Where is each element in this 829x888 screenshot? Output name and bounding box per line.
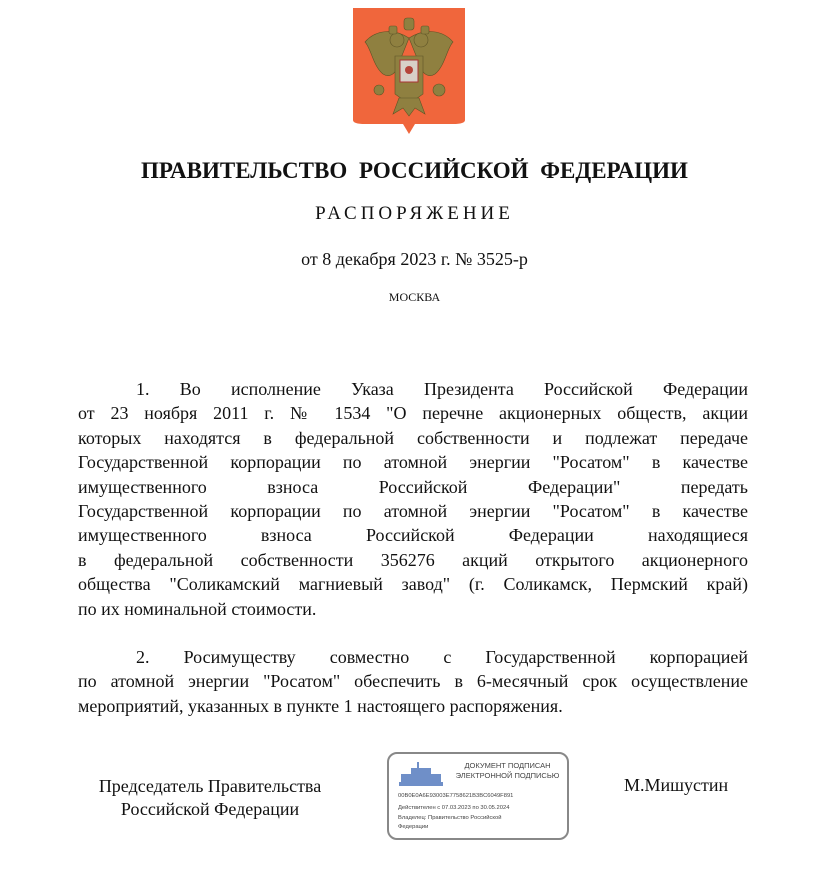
text-line: мероприятий, указанных в пункте 1 настоящего распоряжения. [78, 695, 563, 716]
government-building-icon [399, 762, 443, 786]
text-line: имущественного взноса Российской Федерации находящиеся [78, 525, 748, 546]
document-city: МОСКВА [388, 290, 441, 304]
text-line: 1. Во исполнение Указа Президента Российской Федерации [136, 379, 748, 399]
paragraph-2 [78, 645, 748, 718]
signatory-name: М.Мишустин [624, 775, 729, 795]
position-line: Российской Федерации [120, 799, 300, 819]
text-line: 2. Росимуществу совместно с Государственной корпорацией [136, 647, 748, 667]
stamp-heading [455, 761, 560, 781]
stamp-heading-line: ДОКУМЕНТ ПОДПИСАН [464, 761, 551, 770]
document-date-number: от 8 декабря 2023 г. № 3525-р [301, 249, 528, 269]
stamp-heading-line: ЭЛЕКТРОННОЙ ПОДПИСЬЮ [455, 771, 560, 780]
signatory-position [80, 775, 340, 821]
text-line: по их номинальной стоимости. [78, 598, 317, 619]
stamp-certificate: 00B0E0A6E93003E7758621B3BC6049F891 [398, 793, 514, 799]
text-line: от 23 ноября 2011 г. № 1534 "О перечне акционерных обществ, акции [78, 403, 748, 424]
text-line: имущественного взноса Российской Федерации" передать [78, 476, 748, 497]
text-line: общества "Соликамский магниевый завод" (г. Соликамск, Пермский край) [78, 574, 748, 595]
document-type: РАСПОРЯЖЕНИЕ [315, 203, 514, 224]
stamp-validity: Действителен с 07.03.2023 по 30.05.2024 [398, 805, 510, 811]
stamp-owner: Владелец: Правительство Российской [398, 815, 502, 821]
text-line: по атомной энергии "Росатом" обеспечить в 6-месячный срок осуществление [78, 671, 748, 692]
coat-of-arms-emblem [353, 8, 465, 134]
paragraph-1 [78, 377, 748, 621]
electronic-signature-stamp [387, 752, 569, 840]
text-line: Государственной корпорации по атомной энергии "Росатом" в качестве [78, 452, 748, 473]
text-line: в федеральной собственности 356276 акций открытого акционерного [78, 549, 748, 570]
position-line: Председатель Правительства [98, 776, 322, 796]
stamp-owner: Федерации [398, 824, 429, 830]
text-line: Государственной корпорации по атомной энергии "Росатом" в качестве [78, 500, 748, 521]
text-line: которых находятся в федеральной собственности и подлежат передаче [78, 427, 748, 448]
page-title: ПРАВИТЕЛЬСТВО РОССИЙСКОЙ ФЕДЕРАЦИИ [141, 158, 688, 183]
